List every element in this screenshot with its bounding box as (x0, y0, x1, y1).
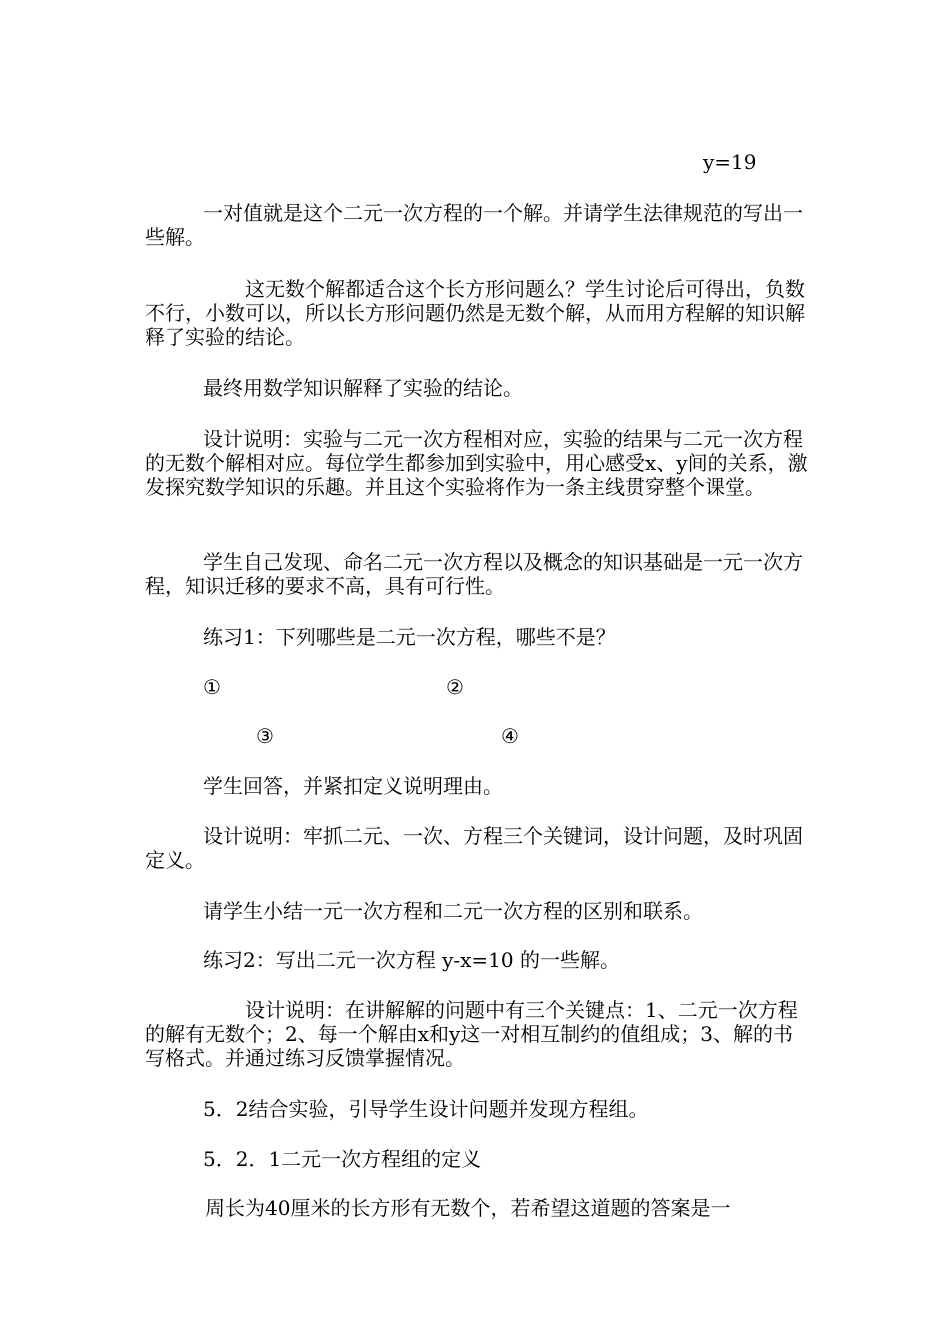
paragraph-summary-request: 请学生小结一元一次方程和二元一次方程的区别和联系。 (203, 899, 703, 923)
paragraph-exercise-1: 练习1：下列哪些是二元一次方程，哪些不是？ (203, 625, 616, 649)
paragraph-rectangle-perimeter: 周长为40厘米的长方形有无数个，若希望这道题的答案是一 (205, 1196, 731, 1220)
paragraph-design-note-key-points: 设计说明：在讲解解的问题中有三个关键点：1、二元一次方程的解有无数个；2、每一个解由x和y这一对相互制约的值组成；3、解的书写格式。并通过练习反馈掌握情况。 (145, 998, 798, 1070)
paragraph-math-explanation: 最终用数学知识解释了实验的结论。 (203, 376, 523, 400)
formula-y-equals-19: y=19 (703, 150, 757, 174)
paragraph-design-note-keywords: 设计说明：牢抓二元、一次、方程三个关键词，设计问题，及时巩固定义。 (145, 824, 803, 872)
option-marker-2: ② (446, 675, 464, 699)
option-marker-1: ① (203, 675, 221, 699)
section-heading-5-2-1: 5．2．1二元一次方程组的定义 (203, 1147, 482, 1171)
paragraph-solution-pair: 一对值就是这个二元一次方程的一个解。并请学生法律规范的写出一些解。 (145, 201, 803, 249)
paragraph-knowledge-transfer: 学生自己发现、命名二元一次方程以及概念的知识基础是一元一次方程，知识迁移的要求不高，具有可行性。 (145, 550, 803, 598)
paragraph-exercise-2: 练习2：写出二元一次方程 y-x=10 的一些解。 (203, 948, 620, 972)
option-marker-4: ④ (501, 724, 519, 748)
paragraph-design-note-experiment: 设计说明：实验与二元一次方程相对应，实验的结果与二元一次方程的无数个解相对应。每位学生都参加到实验中，用心感受x、y间的关系，激发探究数学知识的乐趣。并且这个实验将作为一条主线贯穿整个课堂。 (145, 427, 808, 499)
section-heading-5-2: 5．2结合实验，引导学生设计问题并发现方程组。 (203, 1097, 649, 1121)
paragraph-student-answer: 学生回答，并紧扣定义说明理由。 (203, 774, 503, 798)
option-marker-3: ③ (256, 724, 274, 748)
paragraph-infinite-solutions: 这无数个解都适合这个长方形问题么？学生讨论后可得出，负数不行，小数可以，所以长方形问题仍然是无数个解，从而用方程解的知识解释了实验的结论。 (145, 277, 805, 349)
